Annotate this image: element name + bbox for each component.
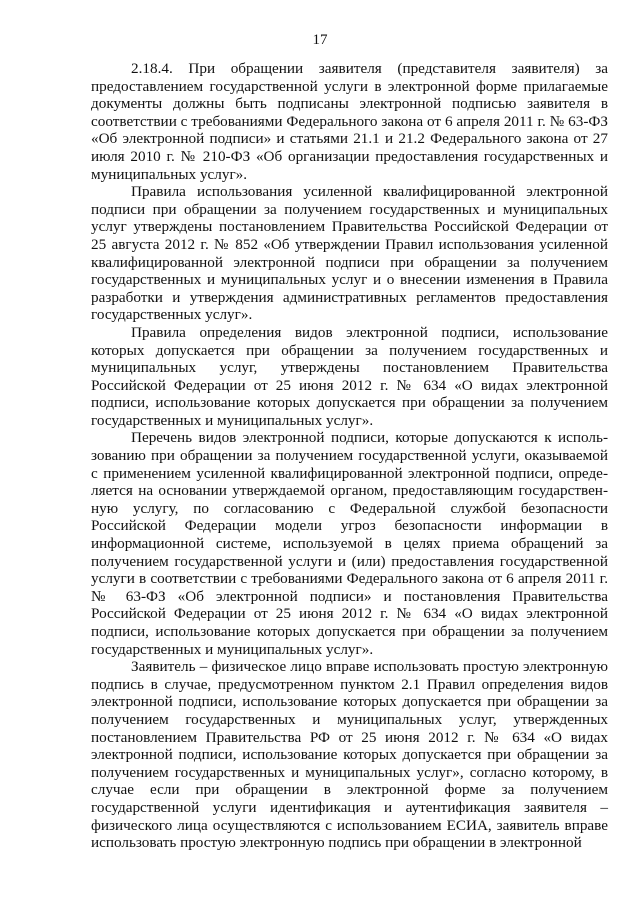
paragraph-2-18-4: 2.18.4. При обращении заявителя (представителя заявителя) за предоставлением государственной услуги в электронной форме прилагаемые документы должны быть подписаны электронной подписью заявителя в соответствии с требованиями Федерального закона от 6 апреля 2011 г. № 63-ФЗ «Об электронной подписи» и статьями 21.1 и 21.2 Федерального закона от 27 июля 2010 г. № 210-ФЗ «Об организации предоставления государственных и муниципальных услуг». <box>91 60 608 183</box>
page-number: 17 <box>312 32 328 48</box>
paragraph-signature-types-list: Перечень видов электронной подписи, которые допускаются к использованию при обращении за получением государственной услуги, оказываемой с применением усиленной квалифицированной электронной подписи, определяется на основании утверждаемой органом, предоставляющим государственную услугу, по согласованию с Федеральной службой безопасности Российской Федерации модели угроз безопасности информации в информационной системе, используемой в целях приема обращений за получением государственной услуги и (или) предоставления государственной услуги в соответствии с требованиями Федерального закона от 6 апреля 2011 г. № 63-ФЗ «Об электронной подписи» и постановления Правительства Российской Федерации от 25 июня 2012 г. № 634 «О видах электронной подписи, использование которых допускается при обращении за получением государственных и муниципальных услуг». <box>91 429 608 658</box>
paragraph-simple-signature: Заявитель – физическое лицо вправе использовать простую электронную подпись в случае, предусмотренном пунктом 2.1 Правил определения видов электронной подписи, использование которых допускается при обращении за получением государственных и муниципальных услуг, утвержденных постановлением Правительства РФ от 25 июня 2012 г. № 634 «О видах электронной подписи, использование которых допускается при обращении за получением государственных и муниципальных услуг», согласно которому, в случае если при обращении в электронной форме за получением государственной услуги идентификация и аутентификация заявителя – физического лица осуществляются с использованием ЕСИА, заявитель вправе использовать простую электронную подпись при обращении в электронной <box>91 658 608 852</box>
document-body <box>91 60 608 852</box>
paragraph-signature-types-rules: Правила определения видов электронной подписи, использование которых допускается при обращении за получением государственных и муниципальных услуг, утверждены постановлением Правительства Российской Федерации от 25 июня 2012 г. № 634 «О видах электронной подписи, использование которых допускается при обращении за получением государственных и муниципальных услуг». <box>91 323 608 429</box>
paragraph-qualified-signature-rules: Правила использования усиленной квалифицированной электронной подписи при обращении за получением государственных и муниципальных услуг утверждены постановлением Правительства Российской Федерации от 25 августа 2012 г. № 852 «Об утверждении Правил использования усиленной квалифицированной электронной подписи при обращении за получением государственных и муниципальных услуг и о внесении изменения в Правила разработки и утверждения административных регламентов предоставления государственных услуг». <box>91 183 608 324</box>
